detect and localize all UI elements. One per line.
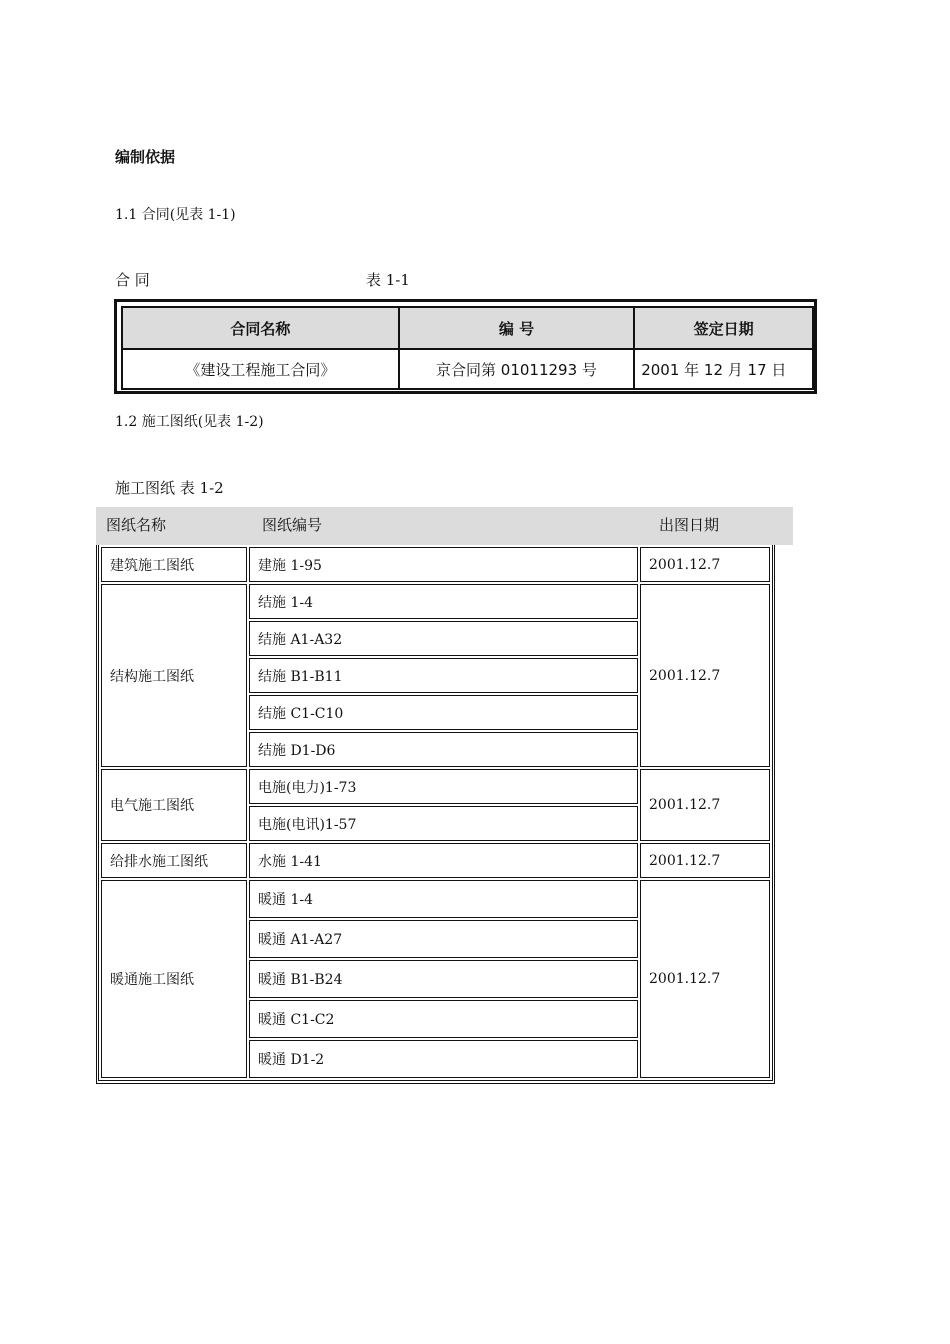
section-2-title: 1.2 施工图纸(见表 1-2): [115, 414, 264, 430]
drawing-number-cell: 建施 1-95: [249, 547, 638, 582]
table-1-caption-right: 表 1-1: [366, 271, 410, 289]
signing-date-cell: 2001 年 12 月 17 日: [634, 349, 813, 389]
drawing-number-cell: 电施(电讯)1-57: [249, 806, 638, 841]
drawing-row: [101, 843, 770, 878]
drawing-number-cell: 暖通 C1-C2: [249, 1000, 638, 1038]
drawing-number-cell: 电施(电力)1-73: [249, 769, 638, 804]
drawing-category-cell: 结构施工图纸: [101, 584, 247, 767]
contract-table: [121, 306, 814, 390]
drawings-table: [96, 545, 775, 1084]
drawing-number-cell: 暖通 A1-A27: [249, 920, 638, 958]
drawing-number-cell: 结施 D1-D6: [249, 732, 638, 767]
drawing-date-cell: 2001.12.7: [640, 584, 770, 767]
drawing-number-cell: 结施 C1-C10: [249, 695, 638, 730]
header-contract-name: 合同名称: [122, 307, 399, 349]
table-1-caption-left: 合 同: [115, 271, 150, 289]
drawing-number-cell: 暖通 D1-2: [249, 1040, 638, 1078]
drawing-number-cell: 结施 A1-A32: [249, 621, 638, 656]
drawing-date-cell: 2001.12.7: [640, 843, 770, 878]
contract-number-cell: 京合同第 01011293 号: [399, 349, 635, 389]
drawing-category-cell: 电气施工图纸: [101, 769, 247, 841]
drawing-row: [101, 880, 770, 918]
contract-name-cell: 《建设工程施工合同》: [122, 349, 399, 389]
drawing-number-cell: 暖通 1-4: [249, 880, 638, 918]
contract-table-frame: [114, 299, 817, 394]
header-issue-date: 出图日期: [659, 516, 720, 534]
section-1-title: 1.1 合同(见表 1-1): [115, 207, 236, 223]
drawing-number-cell: 结施 1-4: [249, 584, 638, 619]
header-drawing-name: 图纸名称: [106, 516, 167, 534]
drawing-row: [101, 584, 770, 619]
drawing-category-cell: 建筑施工图纸: [101, 547, 247, 582]
drawings-table-header: [96, 507, 793, 545]
drawing-row: [101, 769, 770, 804]
contract-table-header-row: [122, 307, 813, 349]
drawing-date-cell: 2001.12.7: [640, 880, 770, 1078]
page-heading: 编制依据: [115, 148, 176, 166]
table-2-caption: 施工图纸 表 1-2: [115, 479, 224, 497]
contract-table-row: [122, 349, 813, 389]
drawing-category-cell: 给排水施工图纸: [101, 843, 247, 878]
drawing-row: [101, 547, 770, 582]
drawing-number-cell: 暖通 B1-B24: [249, 960, 638, 998]
drawing-number-cell: 水施 1-41: [249, 843, 638, 878]
header-contract-number: 编 号: [399, 307, 635, 349]
drawing-date-cell: 2001.12.7: [640, 769, 770, 841]
header-drawing-number: 图纸编号: [262, 516, 323, 534]
drawings-table-body: [101, 547, 770, 1078]
drawing-number-cell: 结施 B1-B11: [249, 658, 638, 693]
header-signing-date: 签定日期: [634, 307, 813, 349]
drawing-date-cell: 2001.12.7: [640, 547, 770, 582]
drawing-category-cell: 暖通施工图纸: [101, 880, 247, 1078]
